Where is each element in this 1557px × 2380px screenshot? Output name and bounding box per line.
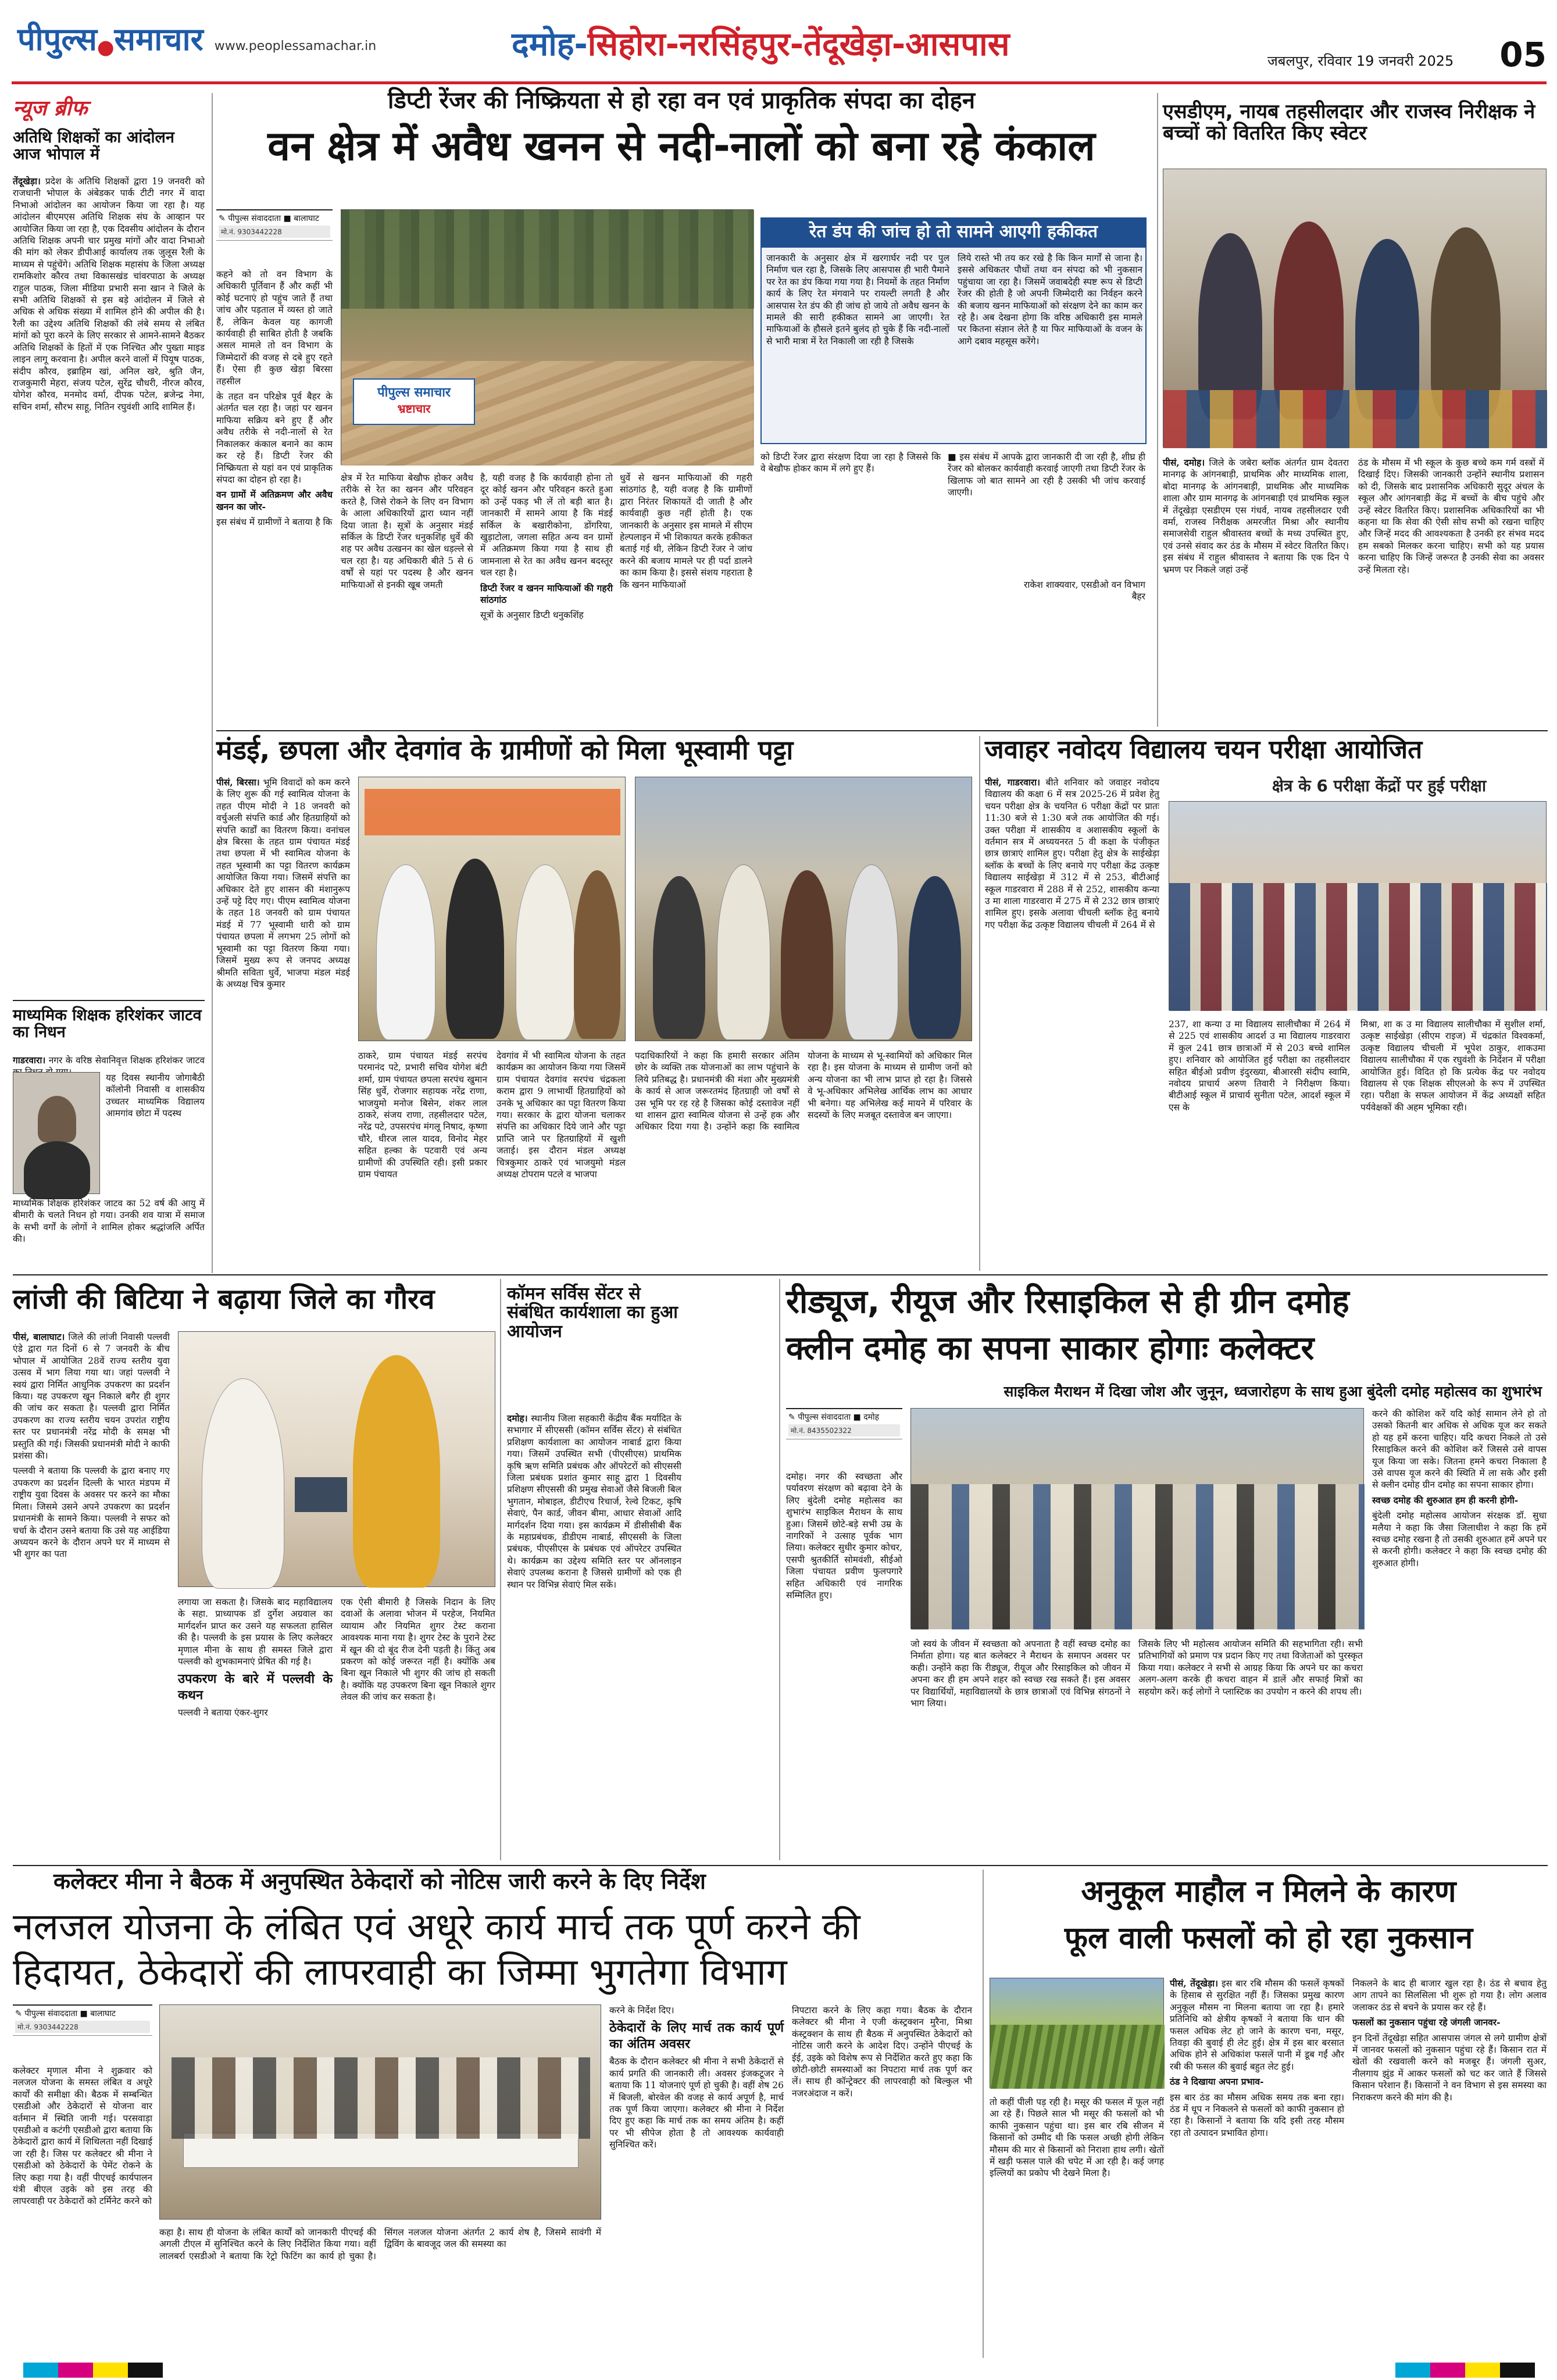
lanji-col2	[178, 1596, 333, 1858]
section-title	[512, 21, 1209, 62]
meena-col4: निपटारा करने के लिए कहा गया। बैठक के दौरान कलेक्टर श्री मीना ने एजी कंस्ट्रक्शन मुरैना, मिश्रा कंस्ट्रक्शन के साथ ही बैठक में अनुपस्थित ठेकेदारों को नोटिस जारी करने के आदेश दिए। उन्होंने पीएचई के ईई, उइके को विशेष रूप से निर्देशित करते हुए कहा कि छोटी-छोटी समस्याओं का निपटारा मार्च तक पूर्ण कर लें। साथ ही कॉन्ट्रेक्टर की लापरवाही को बिल्कुल भी नजरअंदाज न करें।	[792, 2005, 972, 2099]
sdm-photo	[1163, 169, 1547, 448]
reg-magenta	[58, 2363, 93, 2378]
csc-right-rule	[779, 1279, 780, 1860]
green-photo	[910, 1408, 1364, 1629]
brief1-dateline: तेंदूखेड़ा।	[13, 176, 41, 187]
story1-quote-by: राकेश शाक्यवार, एसडीओ वन विभाग बैहर	[1024, 580, 1145, 602]
reg-cyan	[23, 2363, 58, 2378]
mandai-crowd-1	[653, 876, 705, 1039]
jnv-col1	[985, 777, 1159, 1271]
square-bullet-icon: ■	[948, 452, 956, 462]
green-col4-sub: स्वच्छ दमोह की शुरुआत हम ही करनी होगी-	[1372, 1494, 1519, 1506]
portrait-head	[38, 1096, 76, 1142]
story-csc	[507, 1279, 769, 1860]
story1-col3	[480, 472, 613, 728]
brief2-body-top	[13, 1055, 205, 1069]
sdm-person-2	[1274, 221, 1344, 419]
meena-col3	[609, 2004, 784, 2356]
mandai-person-4	[574, 870, 620, 1039]
dateline: जबलपुर, रविवार 19 जनवरी 2025	[1267, 53, 1454, 69]
story1-kicker: डिप्टी रेंजर की निष्क्रियता से हो रहा वन एवं प्राकृतिक संपदा का दोहन	[387, 87, 976, 114]
sdm-col2: ठंड के मौसम में भी स्कूल के कुछ बच्चे कम गर्म वस्त्रों में दिखाई दिए। जिसकी जानकारी उन्होंने स्थानीय प्रशासन को दी, जिसके बाद प्रशासनिक अधिकारी सुदूर अंचल के स्कूल और आंगनबाड़ी केंद्र में बच्चों के बीच पहुंचे और उन्हें स्वेटर वितरित किए। प्रशासनिक अधिकारियों का भी कहना था कि सेवा की ऐसी सोच सभी को रखना चाहिए और जिन्हें मदद की आवश्यकता है उनकी हर संभव मदद हम सबको मिलकर करना चाहिए। सभी को यह प्रयास करना चाहिए कि जिन्हें जरूरत है उनकी सेवा का अवसर उन्हें मिलता रहे।	[1358, 458, 1544, 575]
crop-col3-text2: इन दिनों तेंदूखेड़ा सहित आसपास जंगल से लगे ग्रामीण क्षेत्रों में जानवर फसलों को नुकसान पहुंचा रहे हैं। किसान रात में खेतों की रखवाली करने को मजबूर हैं। जंगली सुअर, नीलगाय झुंड में आकर फसलों को चट कर जाते हैं जिससे किसान परेशान हैं। किसानों ने वन विभाग से इस समस्या का निराकरण करने की मांग की है।	[1352, 2032, 1547, 2103]
green-byline	[786, 1408, 902, 1439]
story1-phone: मो.नं. 9303442228	[219, 226, 330, 238]
green-col1: दमोह। नगर की स्वच्छता और पर्यावरण संरक्षण को बढ़ावा देने के लिए बुंदेली दमोह महोत्सव का शुभारंभ साइकिल मैराथन के साथ हुआ। जिसमें छोटे-बड़े सभी उम्र के नागरिकों ने उत्साह पूर्वक भाग लिया। कलेक्टर सुधीर कुमार कोचर, एसपी श्रुतकीर्ति सोमवंशी, सीईओ जिला पंचायत प्रवीण फुलपगारे सहित अधिकारी एवं नागरिक सम्मिलित हुए।	[786, 1471, 902, 1601]
pen-icon: ✎	[15, 2009, 22, 2018]
story1-col1-sub: वन ग्रामों में अतिक्रमण और अवैध खनन का जोर-	[216, 489, 333, 512]
meena-byline-text: पीपुल्स संवाददाता ■ बालाघाट	[24, 2009, 116, 2018]
mandai-col2: ठाकरे, ग्राम पंचायत मंडई सरपंच परमानंद पटे, प्रभारी सचिव योगेश बंटी शर्मा, ग्राम पंचायत छपला सरपंच खुमान सिंह धुर्वे, रोजगार सहायक नरेंद्र राणा, भाजयुमो मनोज बिसेन, शंकर लाल ठाकरे, संजय राणा, तहसीलदार पटेल, नरेंद्र पटे, उपसरपंच मंगलू निषाद, कृष्णा चौरे, धीरज लाल यादव, विनोद मेहर सहित हल्का के पटवारी एवं अन्य ग्रामीणों की उपस्थिति रही। इसी प्रकार ग्राम पंचायत	[358, 1050, 487, 1180]
pen-icon: ✎	[788, 1413, 795, 1422]
story-crop	[990, 1870, 1548, 2358]
page-number: 05	[1499, 35, 1547, 74]
meena-attendees	[172, 2057, 590, 2139]
green-headline2: क्लीन दमोह का सपना साकार होगाः कलेक्टर	[786, 1330, 1315, 1367]
story1-col3-p1: है, यही वजह है कि कार्यवाही होना तो दूर कोई खनन और परिवहन करते हुआ को उन्हें पकड़ भी लें तो बड़ी बात है। जानकारी में सामने आया है कि मंडई सर्किल के बखारीकोना, डोंगरिया, खुड़ाटोला, जगला सहित अन्य वन ग्रामों में अतिक्रमण किया गया है साथ ही जामनाला से रेत का अवैध खनन बदस्तूर चल रहा है।	[480, 473, 613, 578]
story1-blue-banner: रेत डंप की जांच हो तो सामने आएगी हकीकत	[760, 217, 1147, 246]
meena-col3-text: करने के निर्देश दिए।	[609, 2005, 674, 2016]
row3-rule	[13, 1865, 1548, 1866]
story-forest-mining	[216, 88, 1152, 728]
meena-col1: कलेक्टर मृणाल मीना ने शुक्रवार को नलजल योजना के समस्त लंबित व अधूरे कार्यों की समीक्षा की। बैठक में सम्बन्धित एसडीओ और ठेकेदारों से योजना वार वर्तमान में स्थिति जानी गई। परसवाड़ा एसडीओ व कटंगी एसडीओ द्वारा बताया कि ठेकेदारों द्वारा कार्य में शिथिलता नहीं दिखाई जा रही है। जिस पर कलेक्टर श्री मीना ने एसडीओ को ठेकेदारों के पेमेंट रोकने के लिए कहा गया है। वहीं पीएचई कार्यपालन यंत्री बीएल उइके को इस तरह की लापरवाही पर ठेकेदारों को टर्मिनेट करने को	[13, 2065, 152, 2207]
jnv-subhead: क्षेत्र के 6 परीक्षा केंद्रों पर हुई परीक्षा	[1272, 776, 1487, 795]
csc-headline: कॉमन सर्विस सेंटर से संबंधित कार्यशाला का हुआ आयोजन	[507, 1284, 678, 1342]
sdm-col1-text: जिले के जबेरा ब्लॉक अंतर्गत ग्राम देवतरा मानगढ़ के आंगनबाड़ी, प्राथमिक और माध्यमिक शाला, बोदा मानगढ़ के आंगनबाड़ी, प्राथमिक और माध्यमिक शाला और ग्राम मानगढ़ के आंगनबाड़ी एवं प्राथमिक स्कूल में तेंदूखेड़ा एसडीएम एस गंधर्व, नायब तहसीलदार एवी वर्मा, राजस्व निरीक्षक अमरजीत मिश्रा और स्थानीय समाजसेवी राहुल श्रीवास्तव बच्चों के मध्य उपस्थित हुए, एवं उनसे संवाद कर ठंड के मौसम में स्वेटर वितरित किए। इस संबंध में राहुल श्रीवास्तव ने बताया कि एक दिन पे भ्रमण पर निकले जहां उन्हें	[1163, 458, 1349, 575]
story-mandai	[216, 736, 975, 1271]
story1-byline-text: पीपुल्स संवाददाता ■ बालाघाट	[228, 214, 319, 223]
meena-photo	[159, 2004, 601, 2220]
mandai-crowd-5	[909, 876, 961, 1039]
photo-stamp-top: पीपुल्स समाचार	[377, 385, 451, 400]
crop-col2: तो कहीं पीली पड़ रही है। मसूर की फसल में फूल नहीं आ रहे हैं। पिछले साल भी मसूर की फसलों को भी काफी नुकसान पहुंचा था। इस बार रबि सीजन में किसानों को उम्मीद थी कि फसल अच्छी होगी लेकिन मौसम की मार से किसानों को निराशा हाथ लगी। खेतों में खड़ी फसल पाले की चपेट में आ रही है। कई जगह इल्लियों का प्रकोप भी देखने मिला है।	[990, 2097, 1164, 2179]
jnv-dateline: पीसं, गाडरवारा।	[985, 777, 1041, 788]
meena-phone: मो.नं. 9303442228	[15, 2021, 150, 2033]
crop-col1	[1170, 1978, 1344, 2356]
section-title-dash: दमोह-	[512, 26, 588, 63]
story1-headline: वन क्षेत्र में अवैध खनन से नदी-नालों को बना रहे कंकाल	[267, 122, 1095, 170]
jnv-students	[1169, 883, 1547, 1011]
story1-col3-sub: डिप्टी रेंजर व खनन माफियाओं की गहरी सांठगांठ	[480, 582, 613, 606]
lanji-col2-sub: उपकरण के बारे में पल्लवी के कथन	[178, 1671, 333, 1703]
green-cyclists	[911, 1484, 1365, 1629]
sdm-children	[1163, 390, 1547, 448]
jnv-photo	[1169, 801, 1547, 1010]
sdm-headline: एसडीएम, नायब तहसीलदार और राजस्व निरीक्षक ने बच्चों को वितरित किए स्वेटर	[1163, 100, 1535, 145]
story1-quote	[948, 451, 1145, 573]
jnv-col2: 237, शा कन्या उ मा विद्यालय सालीचौका में 264 में से 225 एवं शासकीय आदर्श उ मा विद्यालय गाडरवारा में कुल 241 छात्र छात्राओं में से 203 बच्चे शामिल हुए। शनिवार को आयोजित हुई परीक्षा का तहसीलदार सहित बीईओ प्रवीण इंदुरख्या, बीआरसी संदीप स्वामि, नवोदय प्राचार्य अरुण तिवारी ने निरीक्षण किया। बीटीआई स्कूल में प्राचार्य सुनीता पटेल, आदर्श स्कूल में एस के	[1169, 1019, 1350, 1113]
story1-col3-p2: सूत्रों के अनुसार डिप्टी धनुकशिंह	[480, 610, 584, 621]
reg-yellow-2	[1465, 2363, 1500, 2378]
crop-field	[990, 2025, 1165, 2089]
reg-black	[128, 2363, 163, 2378]
masthead-rule	[12, 81, 1547, 84]
brief2-title: माध्यमिक शिक्षक हरिशंकर जाटव का निधन	[13, 1006, 202, 1042]
meena-col2: कहा है। साथ ही योजना के लंबित कार्यों को जानकारी पीएचई की अगली टीएल में सुनिश्चित करने के लिए निर्देशित किया गया। वहीं लालबर्रा एसडीओ ने बताया कि रेट्रो फिटिंग का कार्य हो चुका है। सिंगल नलजल योजना अंतर्गत 2 कार्य शेष है, जिसमे सावंगी में द्विविंग के बावजूद जल की समस्या का	[159, 2227, 601, 2261]
obituary-portrait	[13, 1072, 100, 1194]
logo-text-left: पीपुल्स	[17, 21, 97, 58]
meena-headline: नलजल योजना के लंबित एवं अधूरे कार्य मार्च तक पूर्ण करने की हिदायत, ठेकेदारों की लापरवाही का जिम्मा भुगतेगा विभाग	[13, 1906, 860, 1994]
meena-byline	[13, 2004, 152, 2036]
story1-quote-text: इस संबंध में आपके द्वारा जानकारी दी जा रही है, शीघ्र ही रेंजर को बोलकर कार्यवाही करवाई जाएगी तथा डिप्टी रेंजर के खिलाफ जो बात सामने आ रही है उसकी भी जांच करवाई जाएगी।	[948, 452, 1145, 498]
sdm-dateline: पीसं, दमोह।	[1163, 457, 1205, 468]
story-jnv	[985, 736, 1547, 1271]
meena-col3-text2: बैठक के दौरान कलेक्टर श्री मीना ने सभी ठेकेदारों से कार्य प्रगति की जानकारी ली। अवसर इंजकटूजर ने बताया कि 11 योजनाएं पूर्ण हो चुकी है। वहीं शेष 26 में बिजली, बोरवेल की वजह से कार्य अपूर्ण है, मार्च तक पूर्ण किया जाएगा। कलेक्टर श्री मीना ने निर्देश दिए हुए कहा कि मार्च तक का समय अंतिम है। कहीं पर भी सीपेज होता है तो आवश्यक कार्यवाही सुनिश्चित करें।	[609, 2056, 784, 2150]
masthead	[0, 0, 1557, 76]
crop-dateline: पीसं, तेंदूखेड़ा।	[1170, 1978, 1219, 1989]
jnv-headline: जवाहर नवोदय विद्यालय चयन परीक्षा आयोजित	[985, 735, 1423, 764]
lanji-col1-text2: पल्लवी ने बताया कि पल्लवी के द्वारा बनाए गए उपकरण का प्रदर्शन दिल्ली के भारत मंडपम में राष्ट्रीय युवा दिवस के अवसर पर करने का मौका मिला। जिसमे उसने अपने उपकरण का प्रदर्शन प्रधानमंत्री के सामने किया। पल्लवी ने सफर को चर्चा के दौरान उसने बताया कि उसे यह आईडिया अध्ययन करने के दौरान अपने घर में माध्यम से भी शुगर का पता	[13, 1466, 170, 1560]
green-headline: रीड्यूज, रीयूज और रिसाइकिल से ही ग्रीन दमोह	[786, 1283, 1349, 1321]
lanji-device	[295, 1477, 347, 1512]
forest-photo	[341, 209, 753, 465]
mandai-col1	[216, 777, 350, 1271]
green-col3: जिसके लिए भी महोत्सव आयोजन समिति की सहभागिता रही। सभी प्रतिभागियों को प्रमाण पत्र प्रदान किए गए तथा विजेताओं को पुरस्कृत किया गया। कलेक्टर ने सभी से आग्रह किया कि अपने घर का कचरा अलग-अलग करके ही कचरा वाहन में डालें और सफाई मित्रों का सहयोग करें। कई लोगों ने प्लास्टिक का उपयोग न करने की शपथ ली।	[1138, 1639, 1363, 1697]
story1-quote-box	[948, 451, 1145, 614]
mandai-crowd-3	[781, 870, 833, 1039]
story-lanji	[13, 1279, 495, 1860]
pen-icon: ✎	[219, 214, 226, 223]
csc-body	[507, 1413, 681, 1860]
crop-col1-sub: ठंड ने दिखाया अपना प्रभाव-	[1170, 2076, 1264, 2088]
story1-highlight-box	[760, 246, 1147, 444]
reg-yellow	[93, 2363, 128, 2378]
story1-highlight-col2: लिये रास्ते भी तय कर रखे है कि किन मार्गों से जाना है। इससे अधिकतर पौधों तथा वन संपदा को भी नुकसान पहुंचाया जा रहा है। जिसमें जवाबदेही स्पष्ट रूप से डिप्टी रेंजर की होती है जो अपनी जिम्मेदारी का निर्वहन करने की बजाय खनन माफियाओं को संरक्षण देने का काम कर रहे है। अब देखना होगा कि वरिष्ठ अधिकारी इस मामले पर कितना संज्ञान लेते है या फिर माफियाओं के वजन के आगे दबाव महसूस करेंगे।	[958, 253, 1142, 346]
crop-photo	[990, 1978, 1164, 2088]
meena-right-rule	[983, 1870, 984, 2358]
mandai-crowd-2	[717, 864, 770, 1040]
csc-dateline: दमोह।	[507, 1413, 528, 1424]
lanji-dateline: पीसं, बालाघाट।	[13, 1331, 65, 1342]
story1-col2: क्षेत्र में रेत माफिया बेखौफ होकर अवैध तरीके से रेत का खनन और परिवहन करते है, जिसे रोकने के लिए वन विभाग के आला अधिकारियों द्वारा ध्यान नहीं दिया जाता है। सूत्रों के अनुसार मंडई सर्किल के डिप्टी रेंजर धनुकशिंह धुर्वे की शह पर अवैध उत्खनन का खेल धड़ल्ले से चल रहा है। यह अधिकारी बीते 5 से 6 वर्षों से यहां पर पदस्थ है और खनन माफियाओं से इनकी खूब जमती	[341, 473, 473, 590]
story1-col1-p3: इस संबंध में ग्रामीणों ने बताया है कि	[216, 517, 333, 528]
brief1-body	[13, 176, 205, 989]
meena-col2b	[383, 2227, 601, 2356]
brief2-body: माध्यमिक शिक्षक हरिशंकर जाटव का 52 वर्ष की आयु में बीमारी के चलते निधन हो गया। उनकी शव यात्रा में समाज के सभी वर्गों के लोगों ने शामिल होकर श्रद्धांजलि अर्पित की।	[13, 1198, 205, 1245]
lanji-col1-text: जिले की लांजी निवासी पल्लवी एंडे द्वारा गत दिनों 6 से 7 जनवरी के बीच भोपाल में आयोजित 28वें राज्य स्तरीय युवा उत्सव में भाग लिया गया था। जहां पल्लवी ने स्वयं द्वारा निर्मित आधुनिक उपकरण का प्रदर्शन किया। यह उपकरण खून निकाले बगैर ही शुगर की जांच कर सकता है। पल्लवी द्वारा निर्मित उपकरण का राज्य स्तरीय चयन उपरांत राष्ट्रीय स्तर पर प्रधानमंत्री नरेंद्र मोदी के समक्ष भी प्रस्तुति की गई। जिसकी प्रधानमंत्री मोदी ने काफी प्रशंसा की।	[13, 1332, 170, 1461]
green-col4-text2: बुंदेली दमोह महोत्सव आयोजन संरक्षक डॉ. सुधा मलैया ने कहा कि जैसा जिलाधीश ने कहा कि हमें स्वच्छ दमोह रखना है तो उसकी शुरुआत हमें अपने घर से करनी होगी। कलेक्टर ने कहा कि स्वच्छ दमोह की शुरुआत होगी।	[1372, 1510, 1547, 1568]
logo-dot-icon: ●	[97, 35, 115, 59]
story1-highlight-col1: जानकारी के अनुसार क्षेत्र में खरगार्घर नदी पर पुल निर्माण चल रहा है, जिसके लिए आसपास ही भारी पैमाने पर रेत का डंप किया गया गया है। नियमों के तहत निर्माण कार्य के लिए रेत मंगवाने पर रायल्टी लगती है और आसपास रेत डंप की ही जांच हो जाये तो अवैध खनन के मामले की सारी हकीकत सामने आ जाएगी। रेत माफियाओं के हौसले इतने बुलंद हो चुके हैं कि नदी-नालों से भारी मात्रा में रेत निकाली जा रही है जिसके	[766, 253, 949, 346]
news-brief-label: न्यूज ब्रीफ	[13, 97, 88, 120]
crop-col3-text: निकलने के बाद ही बाजार खुल रहा है। ठंड से बचाव हेतु आग तापने का सिलसिला भी शुरू हो गया है। लोग अलाव जलाकर ठंड से बचने के प्रयास कर रहे हैं।	[1352, 1978, 1547, 2013]
csc-body-text: स्थानीय जिला सहकारी केंद्रीय बैंक मर्यादित के सभागार में सीएससी (कॉमन सर्विस सेंटर) से संबंधित प्रशिक्षण कार्यशाला का आयोजन नाबार्ड द्वारा किया गया। जिसमें उपस्थित सभी (पीएसीएस) प्राथमिक कृषि ऋण समिति प्रबंधक और ऑपरेटरों को सीएससी जिला प्रबंधक प्रशांत कुमार साहू द्वारा 1 दिवसीय प्रशिक्षण सीएससी की प्रमुख सेवाओं जैसे बिजली बिल भुगतान, मोबाइल, डीटीएच रिचार्ज, रेल्वे टिकट, कृषि सेवाएं, पैन कार्ड, जीवन बीमा, आधार सेवाओं आदि मार्गदर्शन दिया गया। इस कार्यक्रम में डीसीसीबी बैंक के महाप्रबंधक, डीडीएम नाबार्ड, सीएससी के जिला प्रबंधक, पीएसीएस के प्रबंधक एवं ऑपरेटर उपस्थित थे। कार्यक्रम का उद्देश्य समिति स्तर पर ऑनलाइन सेवाएं उपलब्ध कराना है जिससे ग्रामीणों को एक ही स्थान पर विभिन्न सेवाएं मिल सकें।	[507, 1413, 681, 1590]
crop-col1-text2: इस बार ठंड का मौसम अधिक समय तक बना रहा। ठंड में धूप न निकलने से फसलों को काफी नुकसान हो रहा है। किसानों ने बताया कि यदि इसी तरह मौसम रहा तो उत्पादन प्रभावित होगा।	[1170, 2092, 1344, 2138]
brief2-dateline: गाडरवारा।	[13, 1055, 46, 1066]
lanji-col3: एक ऐसी बीमारी है जिसके निदान के लिए दवाओं के अलावा भोजन में परहेज, नियमित व्यायाम और नियमित शुगर टेस्ट कराना आवश्यक माना गया है। शुगर टेस्ट के पुराने टेस्ट में खून की दो बूंद रीज देनी पड़ती है। किंतु अब प्रकरण को कोई जरूरत नहीं है। क्योंकि अब बिना खून निकाले भी शुगर की जांच हो सकती है। क्योंकि यह उपकरण बिना खून निकाले शुगर लेवल की जांच कर सकता है।	[341, 1597, 495, 1703]
green-col2: जो स्वयं के जीवन में स्वच्छता को अपनाता है वहीं स्वच्छ दमोह का निर्माता होगा। यह बात कलेक्टर ने मैराथन के समापन अवसर पर कही। उन्होंने कहा कि रीड्यूज, रीयूज और रिसाइकिल को जीवन में अपना कर ही हम अपने शहर को स्वच्छ रख सकते हैं। इस अवसर पर विद्यार्थियों, महाविद्यालयों के छात्र छात्राओं एवं विभिन्न संगठनों ने भाग लिया।	[910, 1639, 1130, 1709]
mandai-photo-1	[358, 777, 626, 1041]
lanji-col2-text2: पल्लवी ने बताया एंकर-शुगर	[178, 1707, 268, 1718]
news-brief	[13, 93, 208, 1273]
left-column-rule	[212, 93, 213, 1273]
brief2-side: यह दिवस स्थानीय जोगाबैठी कॉलोनी निवासी व शासकीय उच्चतर माध्यमिक विद्यालय आमगांव छोटा में पदस्थ	[106, 1073, 205, 1119]
brief1-text: प्रदेश के अतिथि शिक्षकों द्वारा 19 जनवरी को राजधानी भोपाल के अंबेडकर पार्क टीटी नगर में वादा निभाओ आंदोलन का आयोजन किया जा रहा है। यह आंदोलन बीएमएस अतिथि शिक्षक संघ के आव्हान पर आयोजित किया जा रहा है, एक दिवसीय आंदोलन के दौरान अतिथि शिक्षक अपनी चार प्रमुख मांगों और वादा निभाओ की मांग को लेकर डीपीआई कार्यालय तक जुलूस रैली के माध्यम से पहुंचेंगे। अतिथि शिक्षक महासंघ के जिला अध्यक्ष रामकिशोर कौरव तथा विकासखंड चांवरपाठा के अध्यक्ष राहुल पाठक, जिला मीडिया प्रभारी सना खान ने जिले के सभी अतिथि शिक्षकों से इस बड़े आंदोलन में जिले से अधिक से अधिक संख्या में शामिल होने की अपील की है। रैली का उद्देश्य अतिथि शिक्षकों की लंबे समय से लंबित मांगों को पूरा करने के लिए सरकार से आमने-सामने बैठकर अतिथि शिक्षकों के हितों में एक निश्चित और पुख्ता माइड लाइन लागू करवाना है। अपील करने वालों में पियूष पाठक, संदीप कौरव, इब्राहिम खां, अनिल खरे, श्रुति जैन, राजकुमारी मेहरा, संजय पटेल, सुरेंद्र चौधरी, नीरज कौरव, योगेश कौरव, मनमोद वर्मा, दीपक पटेल, ब्रजेन्द्र नेमा, सचिन शर्मा, सौरभ साहू, नितिन रघुवंशी आदि शामिल हैं।	[13, 176, 205, 412]
logo	[17, 16, 395, 63]
reg-cyan-2	[1395, 2363, 1430, 2378]
jnv-col3: मिश्रा, शा क उ मा विद्यालय सालीचौका में सुशील शर्मा, उत्कृष्ट साईखेड़ा (सीएम राइज) में चंद्रकांत विश्वकर्मा, उत्कृष्ट विद्यालय चीचली में भूपेश ठाकुर, शाकउमा विद्यालय सालीचौका में एक रघुवंशी के निर्देशन में परीक्षा आयोजित हुई। विदित हो कि प्रत्येक केंद्र पर नवोदय विद्यालय से एक शिक्षक सीएलओ के रूप में उपस्थित रहा। परीक्षा के सफल आयोजन में केंद्र अध्यक्षों सहित पर्यवेक्षकों की अहम भूमिका रही।	[1360, 1019, 1545, 1113]
lanji-photo	[178, 1331, 495, 1587]
story1-col4: धुर्वे से खनन माफियाओं की गहरी सांठगांठ है, यही वजह है कि ग्रामीणों द्वारा निरंतर शिकायतें दी जाती है और कार्यवाही कुछ नहीं होती है। एक जानकारी के अनुसार इस मामले में सीएम हेल्पलाइन में भी शिकायत करके हकीकत बताई गई थी, लेकिन डिप्टी रेंजर ने जांच करने की बजाय मामले पर ही पर्दा डालने का काम किया है। इससे संशय गहराता है कि खनन माफियाओं	[620, 473, 752, 590]
story-green-damoh	[786, 1279, 1548, 1860]
brief2-text-top: नगर के वरिष्ठ सेवानिवृत्त शिक्षक हरिशंकर जाटव	[48, 1055, 205, 1066]
reg-black-2	[1500, 2363, 1535, 2378]
row2-rule	[13, 1274, 1548, 1275]
registration-bar	[0, 2363, 1557, 2380]
crop-col1-text: इस बार रबि मौसम की फसलें कृषकों के हिसाब से सुरक्षित नहीं हैं। जिसका प्रमुख कारण अनुकूल मौसम ना मिलना बताया जा रहा है। हमारे प्रतिनिधि को क्षेत्रीय कृषकों ने बताया कि धान की फसल अधिक लेट हो जाने के कारण चना, मसूर, तिवड़ा की बुवाई ही लेट हुई। क्षेत्र में इस बार बरसात अधिक होने से अधिकांश फसलें पानी में डूब गईं और रबी की फसल की बुवाई बहुत लेट हुई।	[1170, 1978, 1344, 2072]
mandai-photo-2	[635, 777, 972, 1041]
green-byline-text: पीपुल्स संवाददाता ■ दमोह	[798, 1413, 880, 1422]
section-title-rest: सिहोरा-नरसिंहपुर-तेंदूखेड़ा-आसपास	[587, 26, 1010, 63]
green-col4	[1372, 1408, 1547, 1859]
website: www.peoplessamachar.in	[214, 39, 377, 53]
mandai-dateline: पीसं, बिरसा।	[216, 777, 260, 788]
meena-col3-sub: ठेकेदारों के लिए मार्च तक कार्य पूर्ण का अंतिम अवसर	[609, 2020, 784, 2052]
brief-divider	[13, 1000, 205, 1001]
mandai-crowd-4	[845, 864, 898, 1040]
crop-col3	[1352, 1978, 1547, 2356]
meena-kicker: कलेक्टर मीना ने बैठक में अनुपस्थित ठेकेदारों को नोटिस जारी करने के दिए निर्देश	[53, 1868, 706, 1894]
story1-col1-p1: कहने को तो वन विभाग के अधिकारी पूर्तिवान हैं और कहीं भी कोई घटनाएं हो पहुंच जाते हैं तथा जांच और पड़ताल में व्यस्त हो जाते हैं, लेकिन केवल यह कागजी कार्यवाही ही साबित होती है जबकि असल मामले तो वन विभाग के जिम्मेदारों की वजह से दबे हुए रहते हैं। ऐसा ही कुछ खेड़ा बिरसा तहसील	[216, 269, 333, 387]
story-meena	[13, 1870, 975, 2358]
lanji-col2-text: लगाया जा सकता है। जिसके बाद महाविद्यालय के सहा. प्राध्यापक डॉ दुर्गेश अग्रवाल का मार्गदर्शन प्राप्त कर उसने यह सफलता हासिल की है। पल्लवी के इस प्रयास के लिए कलेक्टर मृणाल मीना के साथ ही समस्त जिले द्वारा पल्लवी को शुभकामनाएं प्रेषित की गई है।	[178, 1597, 333, 1667]
mandai-banner	[365, 789, 620, 835]
lanji-col1	[13, 1331, 170, 1854]
green-subhead: साइकिल मैराथन में दिखा जोश और जुनून, ध्वजारोहण के साथ हुआ बुंदेली दमोह महोत्सव का शुभारंभ	[1004, 1383, 1542, 1400]
jnv-col1-text: बीते शनिवार को जवाहर नवोदय विद्यालय की कक्षा 6 में सत्र 2025-26 में प्रवेश हेतु चयन परीक्षा क्षेत्र के चयनित 6 परीक्षा केंद्रों पर प्रातः 11:30 बजे से 1:30 बजे तक आयोजित की गई। उक्त परीक्षा में शासकीय व अशासकीय स्कूलों के वर्तमान सत्र में अध्ययनरत 5 वी कक्षा के पंजीकृत छात्र छात्राएं शामिल हुए। परीक्षा हेतु क्षेत्र के साईखेड़ा ब्लॉक के बच्चों के लिए बनाये गए परीक्षा केंद्र उत्कृष्ट विद्यालय साईखेड़ा में 312 में से 253, बीटीआई स्कूल गाडरवारा में 288 में से 252, शासकीय कन्या उ मा शाला गाडरवारा में 275 में से 232 छात्र छात्राएं शामिल हुए। इसके अलावा चीचली ब्लॉक हेतु बनाये गए परीक्षा केंद्र उत्कृष्ट विद्यालय चीचली में 264 में से	[985, 777, 1159, 930]
story-sdm-sweaters	[1163, 93, 1547, 727]
lanji-pm-figure	[202, 1378, 284, 1589]
story1-byline	[216, 209, 333, 241]
lanji-right-rule	[500, 1279, 501, 1860]
brief1-title: अतिथि शिक्षकों का आंदोलन आज भोपाल में	[13, 128, 174, 164]
forest-trees	[341, 210, 754, 309]
logo-text-right: समाचार	[114, 21, 203, 58]
story1-right-rule	[1157, 93, 1158, 727]
mandai-person-3	[516, 864, 575, 1040]
row1-rule	[216, 730, 1548, 731]
green-col4-text: करने की कोशिश करें यदि कोई सामान लेने हो तो उसको कितनी बार अधिक से अधिक यूज कर सकते हो यह हमें करना चाहिए। यदि कचरा निकले तो उसे रिसाइकिल करने की कोशिश करें जिससे उसे वापस यूज किया जा सके। जितना हमने कचरा निकाला है उसे वापस यूज करने की स्थिति में ला सके और इसी से क्लीन दमोह ग्रीन दमोह का सपना साकार होगा।	[1372, 1409, 1547, 1491]
mandai-person-2	[446, 859, 504, 1039]
sdm-col1	[1163, 457, 1349, 724]
mandai-col1-text: भूमि विवादों को कम करने के लिए शुरू की गई स्वामित्व योजना के तहत पीएम मोदी ने 18 जनवरी को वर्चुअली संपत्ति कार्ड और हितग्राहियों को संपत्ति कार्डों का वितरण किया। वनांचल क्षेत्र बिरसा के तहत ग्राम पंचायत मंडई तथा छपला में भी स्वामित्व योजना के तहत भूस्वामी का पट्टा वितरण कार्यक्रम आयोजित किया गया। जिसमें संपत्ति का अधिकार देते हुए शासन की मंशानुरूप उन्हें पट्टे दिए गए। पीएम स्वामित्व योजना के तहत 18 जनवरी को ग्राम पंचायत मंडई में 77 भूस्वामी धारी को ग्राम पंचायत छपला में लगभग 25 लोगों को भूस्वामी का पट्टा वितरण किया गया। जिसमें मुख्य रूप से जनपद अध्यक्ष श्रीमति सविता धुर्वे, भाजपा मंडल मंडई के अध्यक्ष चित्र कुमार	[216, 777, 350, 989]
crop-headline2: फूल वाली फसलों को हो रहा नुकसान	[1064, 1921, 1473, 1956]
story1-col1-p2: के तहत वन परिक्षेत्र पूर्व बैहर के अंतर्गत चल रहा है। जहां पर खनन माफिया सक्रिय बने हुए हैं और अवैध तरीके से नदी-नालों से रेत निकालकर कंकाल बनाने का काम कर रहे हैं। डिप्टी रेंजर की निष्क्रियता से यहां वन एवं प्राकृतिक संपदा का दोहन हो रहा है।	[216, 391, 333, 485]
photo-stamp	[353, 378, 475, 425]
portrait-body	[24, 1141, 90, 1199]
reg-magenta-2	[1430, 2363, 1465, 2378]
mandai-person-1	[376, 864, 435, 1040]
crop-col3-sub: फसलों का नुकसान पहुंचा रहे जंगली जानवर-	[1352, 2017, 1501, 2028]
mandai-right-rule	[979, 736, 980, 1271]
mandai-headline: मंडई, छपला और देवगांव के ग्रामीणों को मिला भूस्वामी पट्टा	[216, 734, 794, 766]
lanji-headline: लांजी की बिटिया ने बढ़ाया जिले का गौरव	[13, 1283, 435, 1316]
story1-col1	[216, 269, 333, 728]
mandai-col4-visible-block: पदाधिकारियों ने कहा कि हमारी सरकार अंतिम छोर के व्यक्ति तक योजनाओं का लाभ पहुंचाने के लिये प्रतिबद्ध है। प्रधानमंत्री की मंशा और मुख्यमंत्री के कार्य से आज जरूरतमंद हितग्राही जो वर्षों से उस भूमि पर रह रहे है जिसका कोई दस्तावेज नहीं था शासन द्वारा स्वामित्व योजना से उन्हें हक और अधिकार दिया गया है। उन्होंने कहा कि स्वामित्व योजना के माध्यम से भू-स्वामियों को अधिकार मिल रहा है। इस योजना के माध्यम से ग्रामीण जनों को अन्य योजना का भी लाभ प्राप्त हो रहा है। जिससे वे भू-अधिकार अभिलेख आर्थिक लाभ का आधार भी बनेगा। यह अभिलेख कई मायने में परिवार के सदस्यों के लिए मजबूत दस्तावेज बन जाएगा।	[635, 1050, 972, 1132]
green-phone: मो.नं. 8435502322	[788, 1424, 900, 1436]
lanji-girl-figure	[353, 1355, 440, 1588]
story1-col5: को डिप्टी रेंजर द्वारा संरक्षण दिया जा रहा है जिससे कि वे बेखौफ होकर काम में लगे हुए हैं।	[760, 452, 941, 474]
photo-stamp-bottom: भ्रष्टाचार	[397, 402, 431, 416]
crop-headline1: अनुकूल माहौल न मिलने के कारण	[1081, 1874, 1456, 1909]
mandai-col3: देवगांव में भी स्वामित्व योजना के तहत कार्यक्रम का आयोजन किया गया जिसमें ग्राम पंचायत देवगांव सरपंच चंद्रकला कराम द्वारा 9 लाभार्थी हितग्राहियों को उनके भू अधिकार का पट्टा वितरण किया गया। सरकार के द्वारा योजना चलाकर संपत्ति का अधिकार दिये जाने और पट्टा प्राप्ति जाने पर हितग्राहियों में खुशी जताई। इस दौरान मंडल अध्यक्ष चित्रकुमार ठाकरे एवं भाजयुमो मंडल अध्यक्ष टोपराम पटले व भाजपा	[497, 1050, 626, 1180]
